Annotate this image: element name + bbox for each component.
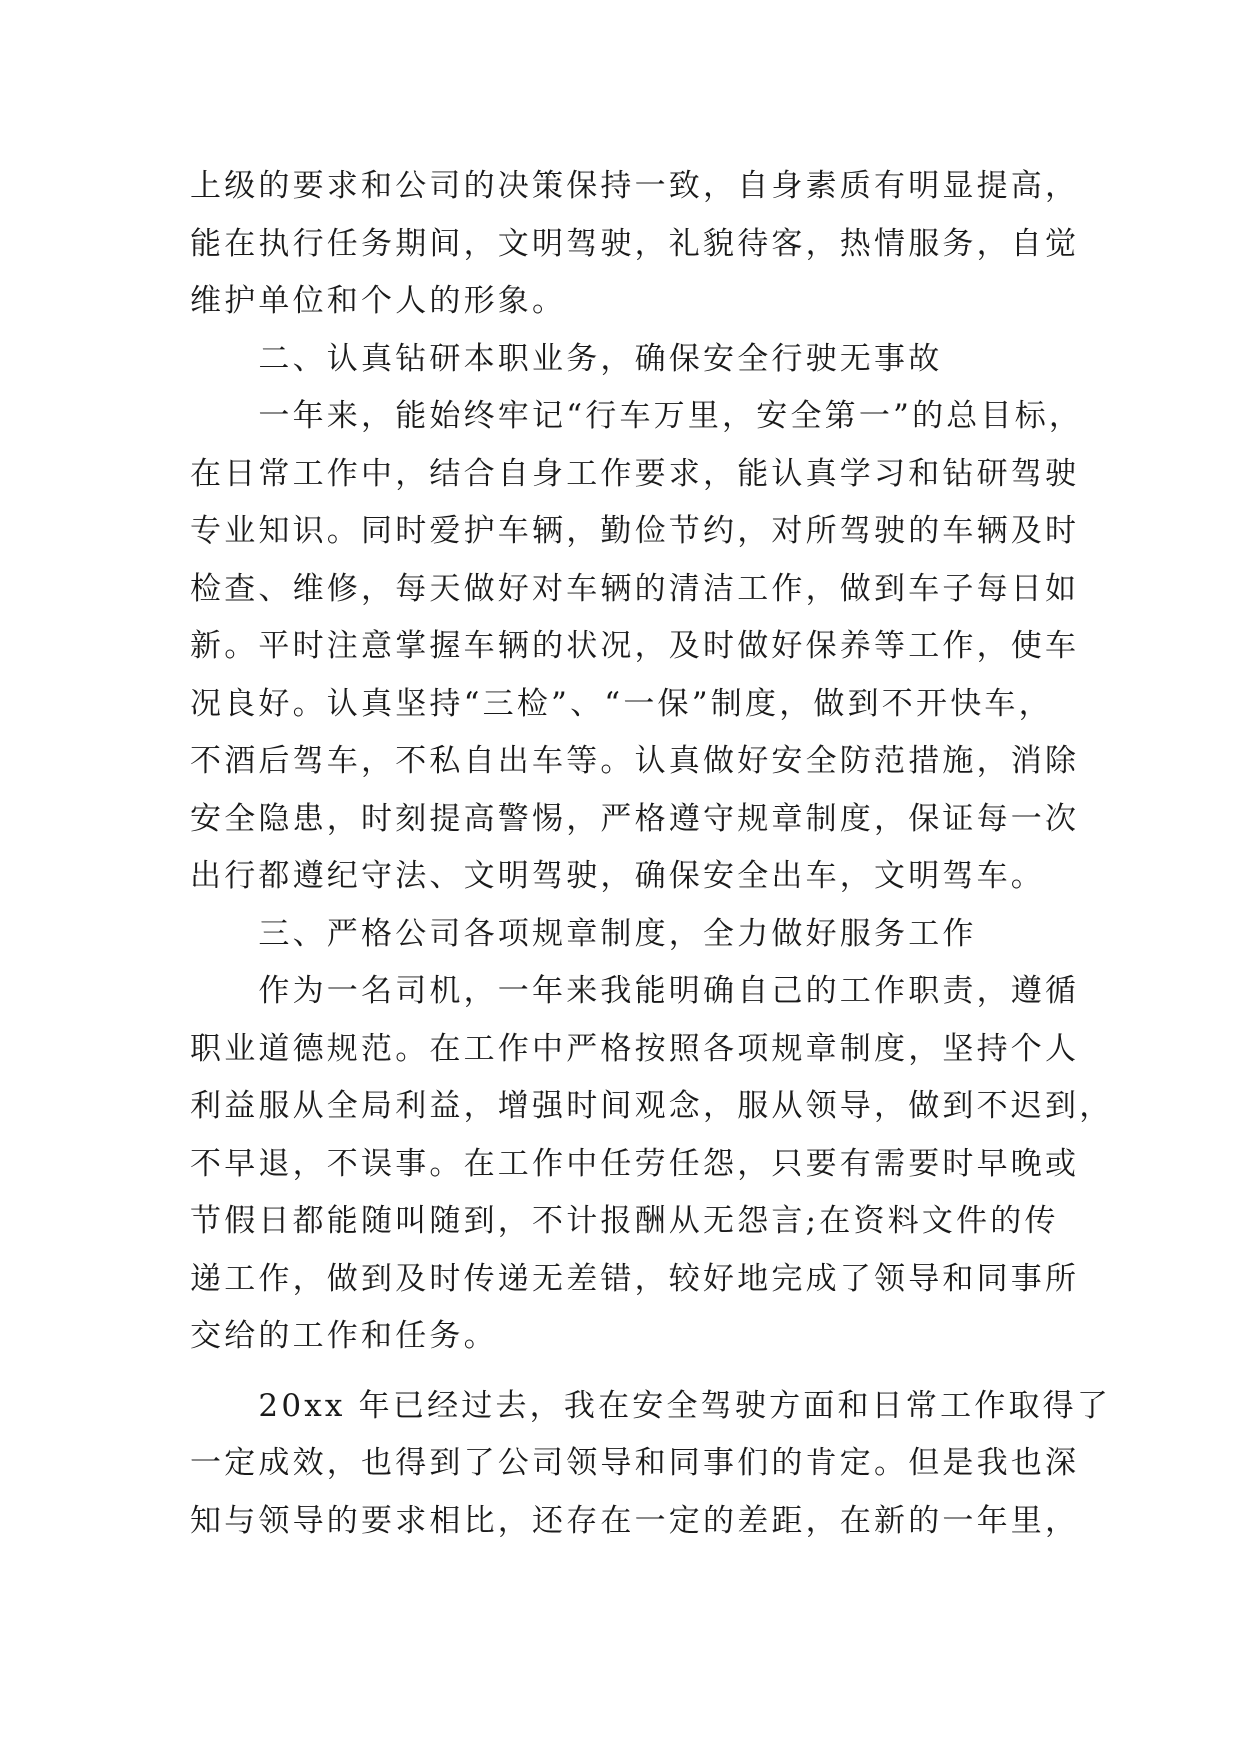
text-line: 交给的工作和任务。 [190,1318,498,1354]
section-heading-3: 三、严格公司各项规章制度，全力做好服务工作 [190,915,977,952]
text-line: 上级的要求和公司的决策保持一致，自身素质有明显提高， [190,168,1080,204]
text-line: 安全隐患，时刻提高警惕，严格遵守规章制度，保证每一次 [190,800,1080,837]
text-line: 检查、维修，每天做好对车辆的清洁工作，做到车子每日如 [190,570,1080,607]
text-line: 递工作，做到及时传递无差错，较好地完成了领导和同事所 [190,1260,1080,1297]
text-line: 不早退，不误事。在工作中任劳任怨，只要有需要时早晚或 [190,1145,1080,1182]
text-line: 一定成效，也得到了公司领导和同事们的肯定。但是我也深 [190,1445,1080,1481]
text-line: 节假日都能随叫随到，不计报酬从无怨言;在资料文件的传 [190,1203,1059,1239]
text-line: 知与领导的要求相比，还存在一定的差距，在新的一年里， [190,1502,1080,1539]
text-line: 作为一名司机，一年来我能明确自己的工作职责，遵循 [190,973,1080,1009]
text-line: 维护单位和个人的形象。 [190,283,567,319]
text-line: 一年来，能始终牢记“行车万里，安全第一”的总目标， [190,398,1084,434]
text-line: 况良好。认真坚持“三检”、“一保”制度，做到不开快车， [190,685,1053,722]
text-line: 在日常工作中，结合自身工作要求，能认真学习和钻研驾驶 [190,455,1080,492]
text-line: 新。平时注意掌握车辆的状况，及时做好保养等工作，使车 [190,628,1080,664]
text-line: 不酒后驾车，不私自出车等。认真做好安全防范措施，消除 [190,743,1080,779]
text-line: 职业道德规范。在工作中严格按照各项规章制度，坚持个人 [190,1030,1080,1067]
section-heading-2: 二、认真钻研本职业务，确保安全行驶无事故 [190,340,943,377]
text-line: 20xx 年已经过去，我在安全驾驶方面和日常工作取得了 [190,1387,1112,1424]
text-line: 利益服从全局利益，增强时间观念，服从领导，做到不迟到， [190,1088,1114,1124]
text-line: 出行都遵纪守法、文明驾驶，确保安全出车，文明驾车。 [190,858,1045,894]
text-line: 能在执行任务期间，文明驾驶，礼貌待客，热情服务，自觉 [190,225,1080,262]
text-line: 专业知识。同时爱护车辆，勤俭节约，对所驾驶的车辆及时 [190,513,1080,549]
document-body [190,158,1114,1550]
